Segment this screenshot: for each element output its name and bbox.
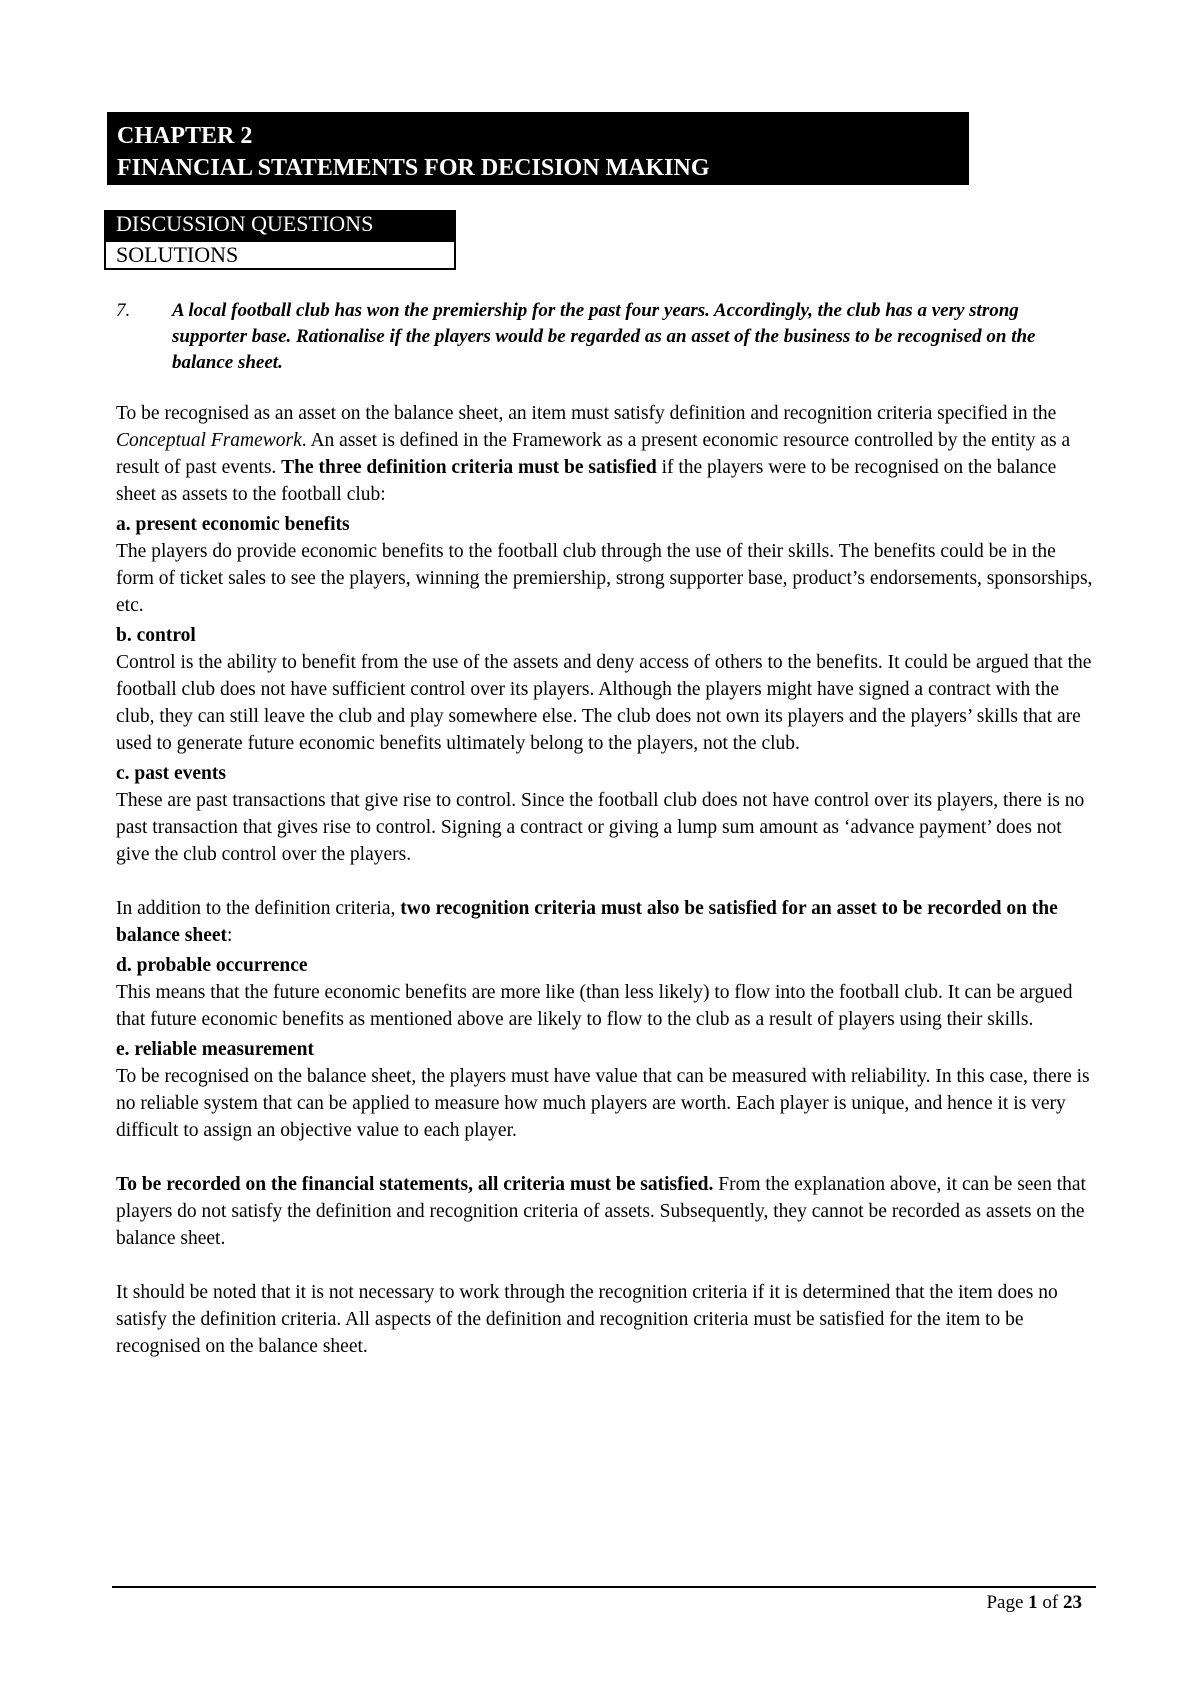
recognition-body: This means that the future economic benefits are more like (than less likely) to flow into the football club. It can be argued that future economic benefits as mentioned above are likely to flow to the club as a result of players using their skills. xyxy=(116,982,1073,1030)
recognition-heading: d. probable occurrence xyxy=(116,955,308,976)
conclusion-paragraph xyxy=(116,1171,1096,1252)
spacer xyxy=(116,1144,1096,1171)
footer-divider xyxy=(112,1586,1096,1588)
chapter-header xyxy=(107,112,969,185)
answer-body xyxy=(116,400,1096,1360)
spacer xyxy=(116,1252,1096,1279)
section-label: DISCUSSION QUESTIONS xyxy=(104,210,456,238)
criterion-body: The players do provide economic benefits to the football club through the use of their skills. The benefits could be in the form of ticket sales to see the players, winning the premiership, strong supporter base, product’s endorsements, sponsorships, etc. xyxy=(116,541,1093,616)
section-sublabel: SOLUTIONS xyxy=(104,238,456,270)
criterion-heading: b. control xyxy=(116,625,196,646)
page-label: Page xyxy=(986,1592,1024,1613)
conclusion-bold: To be recorded on the financial statements, all criteria must be satisfied. xyxy=(116,1174,714,1195)
criterion-heading: c. past events xyxy=(116,763,226,784)
recognition-intro-text-2: : xyxy=(227,925,233,946)
criterion-body: Control is the ability to benefit from the use of the assets and deny access of others to the benefits. It could be argued that the football club does not have sufficient control over its players. Although the players might have signed a contract with the club, they can still leave the club and play somewhere else. The club does not own its players and the players’ skills that are used to generate future economic benefits ultimately belong to the players, not the club. xyxy=(116,652,1092,754)
page-total: 23 xyxy=(1063,1592,1082,1613)
question-text: A local football club has won the premiership for the past four years. Accordingly, the club has a very strong supporter base. Rationalise if the players would be regarded as an asset of the business to be recognised on the balance sheet. xyxy=(172,300,1036,373)
question-number: 7. xyxy=(116,300,131,321)
conclusion-text: From the explanation above, it can be seen that players do not satisfy the definition and recognition criteria of assets. Subsequently, they cannot be recorded as assets on the balance sheet. xyxy=(116,1174,1086,1249)
intro-text-1: To be recognised as an asset on the balance sheet, an item must satisfy definition and recognition criteria specified in the xyxy=(116,403,1057,424)
recognition-intro-bold: two recognition criteria must also be satisfied for an asset to be recorded on the balance sheet xyxy=(116,898,1058,946)
criterion-body: These are past transactions that give rise to control. Since the football club does not have control over its players, there is no past transaction that gives rise to control. Signing a contract or giving a lump sum amount as ‘advance payment’ does not give the club control over the players. xyxy=(116,790,1085,865)
recognition-heading: e. reliable measurement xyxy=(116,1039,315,1060)
section-label-box xyxy=(104,210,456,270)
chapter-title: FINANCIAL STATEMENTS FOR DECISION MAKING xyxy=(117,155,710,181)
intro-bold: The three definition criteria must be satisfied xyxy=(281,457,657,478)
intro-italic: Conceptual Framework xyxy=(116,430,302,451)
intro-text-2: . An asset is defined in the Framework as a present economic resource controlled by the entity as a result of past events. xyxy=(116,430,1071,478)
criterion-heading: a. present economic benefits xyxy=(116,514,350,535)
question xyxy=(116,298,1086,376)
intro-text-3: if the players were to be recognised on the balance sheet as assets to the football club: xyxy=(116,457,1057,505)
intro-paragraph xyxy=(116,400,1096,508)
of-label: of xyxy=(1042,1592,1059,1613)
page-number xyxy=(986,1590,1082,1616)
recognition-intro-text-1: In addition to the definition criteria, xyxy=(116,898,401,919)
recognition-intro xyxy=(116,895,1096,949)
spacer xyxy=(116,868,1096,895)
chapter-number: CHAPTER 2 xyxy=(117,123,253,149)
recognition-body: To be recognised on the balance sheet, the players must have value that can be measured with reliability. In this case, there is no reliable system that can be applied to measure how much players are worth. Each player is unique, and hence it is very difficult to assign an objective value to each player. xyxy=(116,1066,1090,1141)
page-current: 1 xyxy=(1028,1592,1038,1613)
note-paragraph: It should be noted that it is not necessary to work through the recognition criteria if it is determined that the item does no satisfy the definition criteria. All aspects of the definition and recognition criteria must be satisfied for the item to be recognised on the balance sheet. xyxy=(116,1282,1058,1357)
